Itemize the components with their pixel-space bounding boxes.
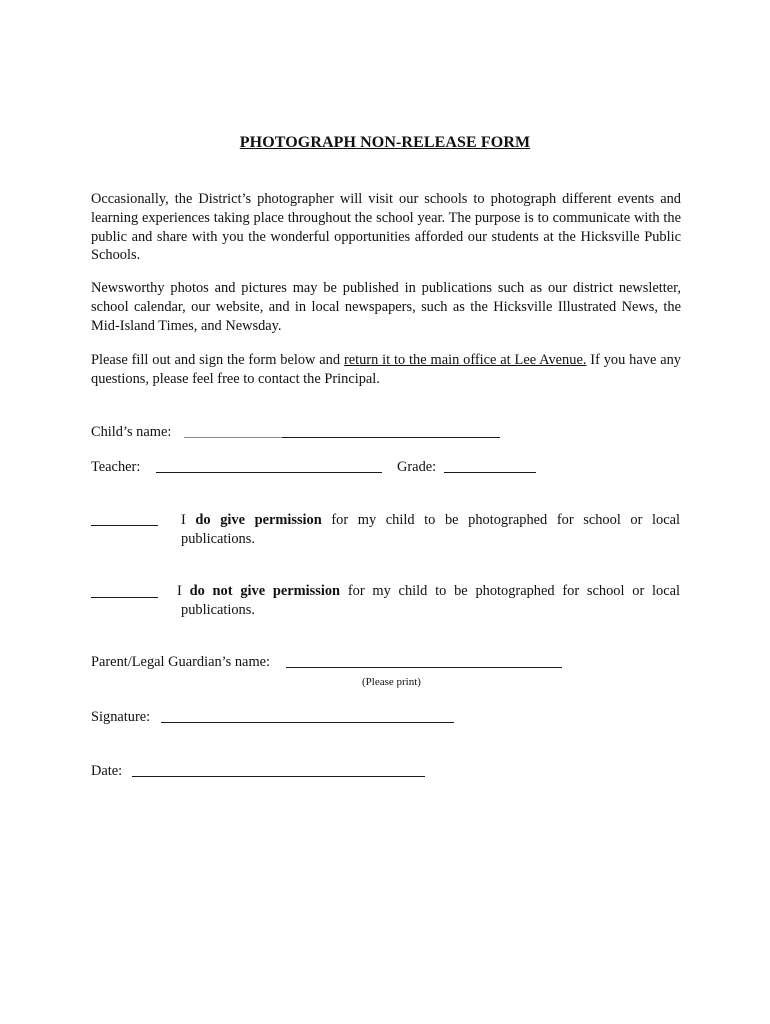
intro-paragraph: Occasionally, the District’s photographer will visit our schools to photograph different events and learning experiences taking place throughout the school year. The purpose is to communicate with the public and share with you the wonderful opportunities afforded our students at the Hicksville Public Schools. xyxy=(91,191,681,264)
give-permission-continuation: publications. xyxy=(181,530,255,547)
please-print-note: (Please print) xyxy=(362,676,421,688)
instructions-text-after: If you have any questions, please feel free to contact the Principal. xyxy=(91,352,681,387)
give-permission-suffix: for my child to be photographed for school or local xyxy=(321,512,680,528)
give-permission-bold: do give permission xyxy=(195,512,322,528)
child-name-label: Child’s name: xyxy=(91,424,172,440)
signature-field[interactable] xyxy=(161,722,454,723)
guardian-name-field[interactable] xyxy=(286,667,562,668)
instructions-return-location: return it to the main office at Lee Avenue. xyxy=(343,352,587,368)
teacher-field[interactable] xyxy=(156,472,382,473)
not-give-permission-field[interactable] xyxy=(91,597,158,598)
instructions-paragraph xyxy=(91,351,681,389)
give-permission-prefix: I xyxy=(181,512,196,528)
not-give-permission-statement xyxy=(177,582,680,619)
grade-label: Grade: xyxy=(397,459,437,475)
child-name-field[interactable] xyxy=(282,437,500,438)
not-give-permission-bold: do not give permission xyxy=(189,583,341,599)
guardian-name-label: Parent/Legal Guardian’s name: xyxy=(91,654,271,670)
signature-label: Signature: xyxy=(91,709,151,725)
form-title: PHOTOGRAPH NON-RELEASE FORM xyxy=(239,134,531,151)
date-field[interactable] xyxy=(132,776,425,777)
give-permission-line xyxy=(181,511,680,530)
date-label: Date: xyxy=(91,763,123,779)
not-give-permission-continuation: publications. xyxy=(181,601,255,618)
instructions-text-before: Please fill out and sign the form below and xyxy=(91,352,344,368)
give-permission-field[interactable] xyxy=(91,525,158,526)
not-give-permission-suffix: for my child to be photographed for school or local xyxy=(340,583,680,599)
publication-paragraph: Newsworthy photos and pictures may be published in publications such as our district newsletter, school calendar, our website, and in local newspapers, such as the Hicksville Illustrated News, the Mid-Island Times, and Newsday. xyxy=(91,280,681,334)
not-give-permission-line xyxy=(177,582,680,601)
teacher-label: Teacher: xyxy=(91,459,141,475)
child-name-line-short xyxy=(184,437,282,438)
grade-field[interactable] xyxy=(444,472,536,473)
give-permission-statement xyxy=(181,511,680,548)
not-give-permission-prefix: I xyxy=(177,583,190,599)
